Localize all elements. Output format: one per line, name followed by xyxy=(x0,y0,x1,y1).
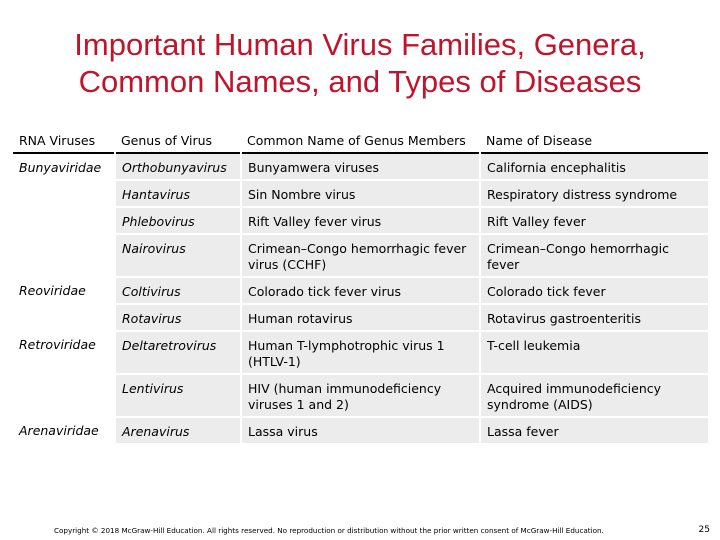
copyright-notice: Copyright © 2018 McGraw-Hill Education. All rights reserved. No reproduction or distribution without the prior written consent of McGraw-Hill Education. xyxy=(54,526,604,535)
header-common-name: Common Name of Genus Members xyxy=(241,127,480,153)
common-name-cell: HIV (human immunodeficiency viruses 1 and 2) xyxy=(241,374,480,417)
family-cell xyxy=(13,234,115,277)
family-cell: Reoviridae xyxy=(13,277,115,304)
table-row xyxy=(13,153,708,180)
family-cell xyxy=(13,207,115,234)
table-row xyxy=(13,207,708,234)
disease-cell: Rift Valley fever xyxy=(480,207,708,234)
family-cell xyxy=(13,304,115,331)
common-name-cell: Lassa virus xyxy=(241,417,480,444)
disease-cell: California encephalitis xyxy=(480,153,708,180)
family-cell xyxy=(13,374,115,417)
header-genus: Genus of Virus xyxy=(115,127,241,153)
virus-table xyxy=(13,127,708,445)
header-disease: Name of Disease xyxy=(480,127,708,153)
table-row xyxy=(13,277,708,304)
header-row xyxy=(13,127,708,153)
genus-cell: Deltaretrovirus xyxy=(115,331,241,374)
family-cell xyxy=(13,180,115,207)
disease-cell: Acquired immunodeficiency syndrome (AIDS) xyxy=(480,374,708,417)
common-name-cell: Human T-lymphotrophic virus 1 (HTLV-1) xyxy=(241,331,480,374)
table-row xyxy=(13,417,708,444)
table-row xyxy=(13,234,708,277)
genus-cell: Coltivirus xyxy=(115,277,241,304)
common-name-cell: Colorado tick fever virus xyxy=(241,277,480,304)
disease-cell: Lassa fever xyxy=(480,417,708,444)
genus-cell: Orthobunyavirus xyxy=(115,153,241,180)
genus-cell: Arenavirus xyxy=(115,417,241,444)
genus-cell: Phlebovirus xyxy=(115,207,241,234)
slide-title-line-1: Important Human Virus Families, Genera, xyxy=(74,27,646,62)
genus-cell: Nairovirus xyxy=(115,234,241,277)
table-row xyxy=(13,374,708,417)
disease-cell: Colorado tick fever xyxy=(480,277,708,304)
table-row xyxy=(13,304,708,331)
common-name-cell: Rift Valley fever virus xyxy=(241,207,480,234)
family-cell: Arenaviridae xyxy=(13,417,115,444)
table-body xyxy=(13,153,708,444)
common-name-cell: Crimean–Congo hemorrhagic fever virus (CCHF) xyxy=(241,234,480,277)
page-number: 25 xyxy=(698,525,710,535)
genus-cell: Lentivirus xyxy=(115,374,241,417)
disease-cell: Rotavirus gastroenteritis xyxy=(480,304,708,331)
family-cell: Retroviridae xyxy=(13,331,115,374)
slide-title-line-2: Common Names, and Types of Diseases xyxy=(78,64,642,99)
disease-cell: Respiratory distress syndrome xyxy=(480,180,708,207)
table-header xyxy=(13,127,708,153)
disease-cell: T-cell leukemia xyxy=(480,331,708,374)
table-row xyxy=(13,180,708,207)
slide-title xyxy=(20,26,700,100)
common-name-cell: Human rotavirus xyxy=(241,304,480,331)
header-rna-viruses: RNA Viruses xyxy=(13,127,115,153)
family-cell: Bunyaviridae xyxy=(13,153,115,180)
disease-cell: Crimean–Congo hemorrhagic fever xyxy=(480,234,708,277)
genus-cell: Hantavirus xyxy=(115,180,241,207)
common-name-cell: Bunyamwera viruses xyxy=(241,153,480,180)
table-row xyxy=(13,331,708,374)
genus-cell: Rotavirus xyxy=(115,304,241,331)
common-name-cell: Sin Nombre virus xyxy=(241,180,480,207)
